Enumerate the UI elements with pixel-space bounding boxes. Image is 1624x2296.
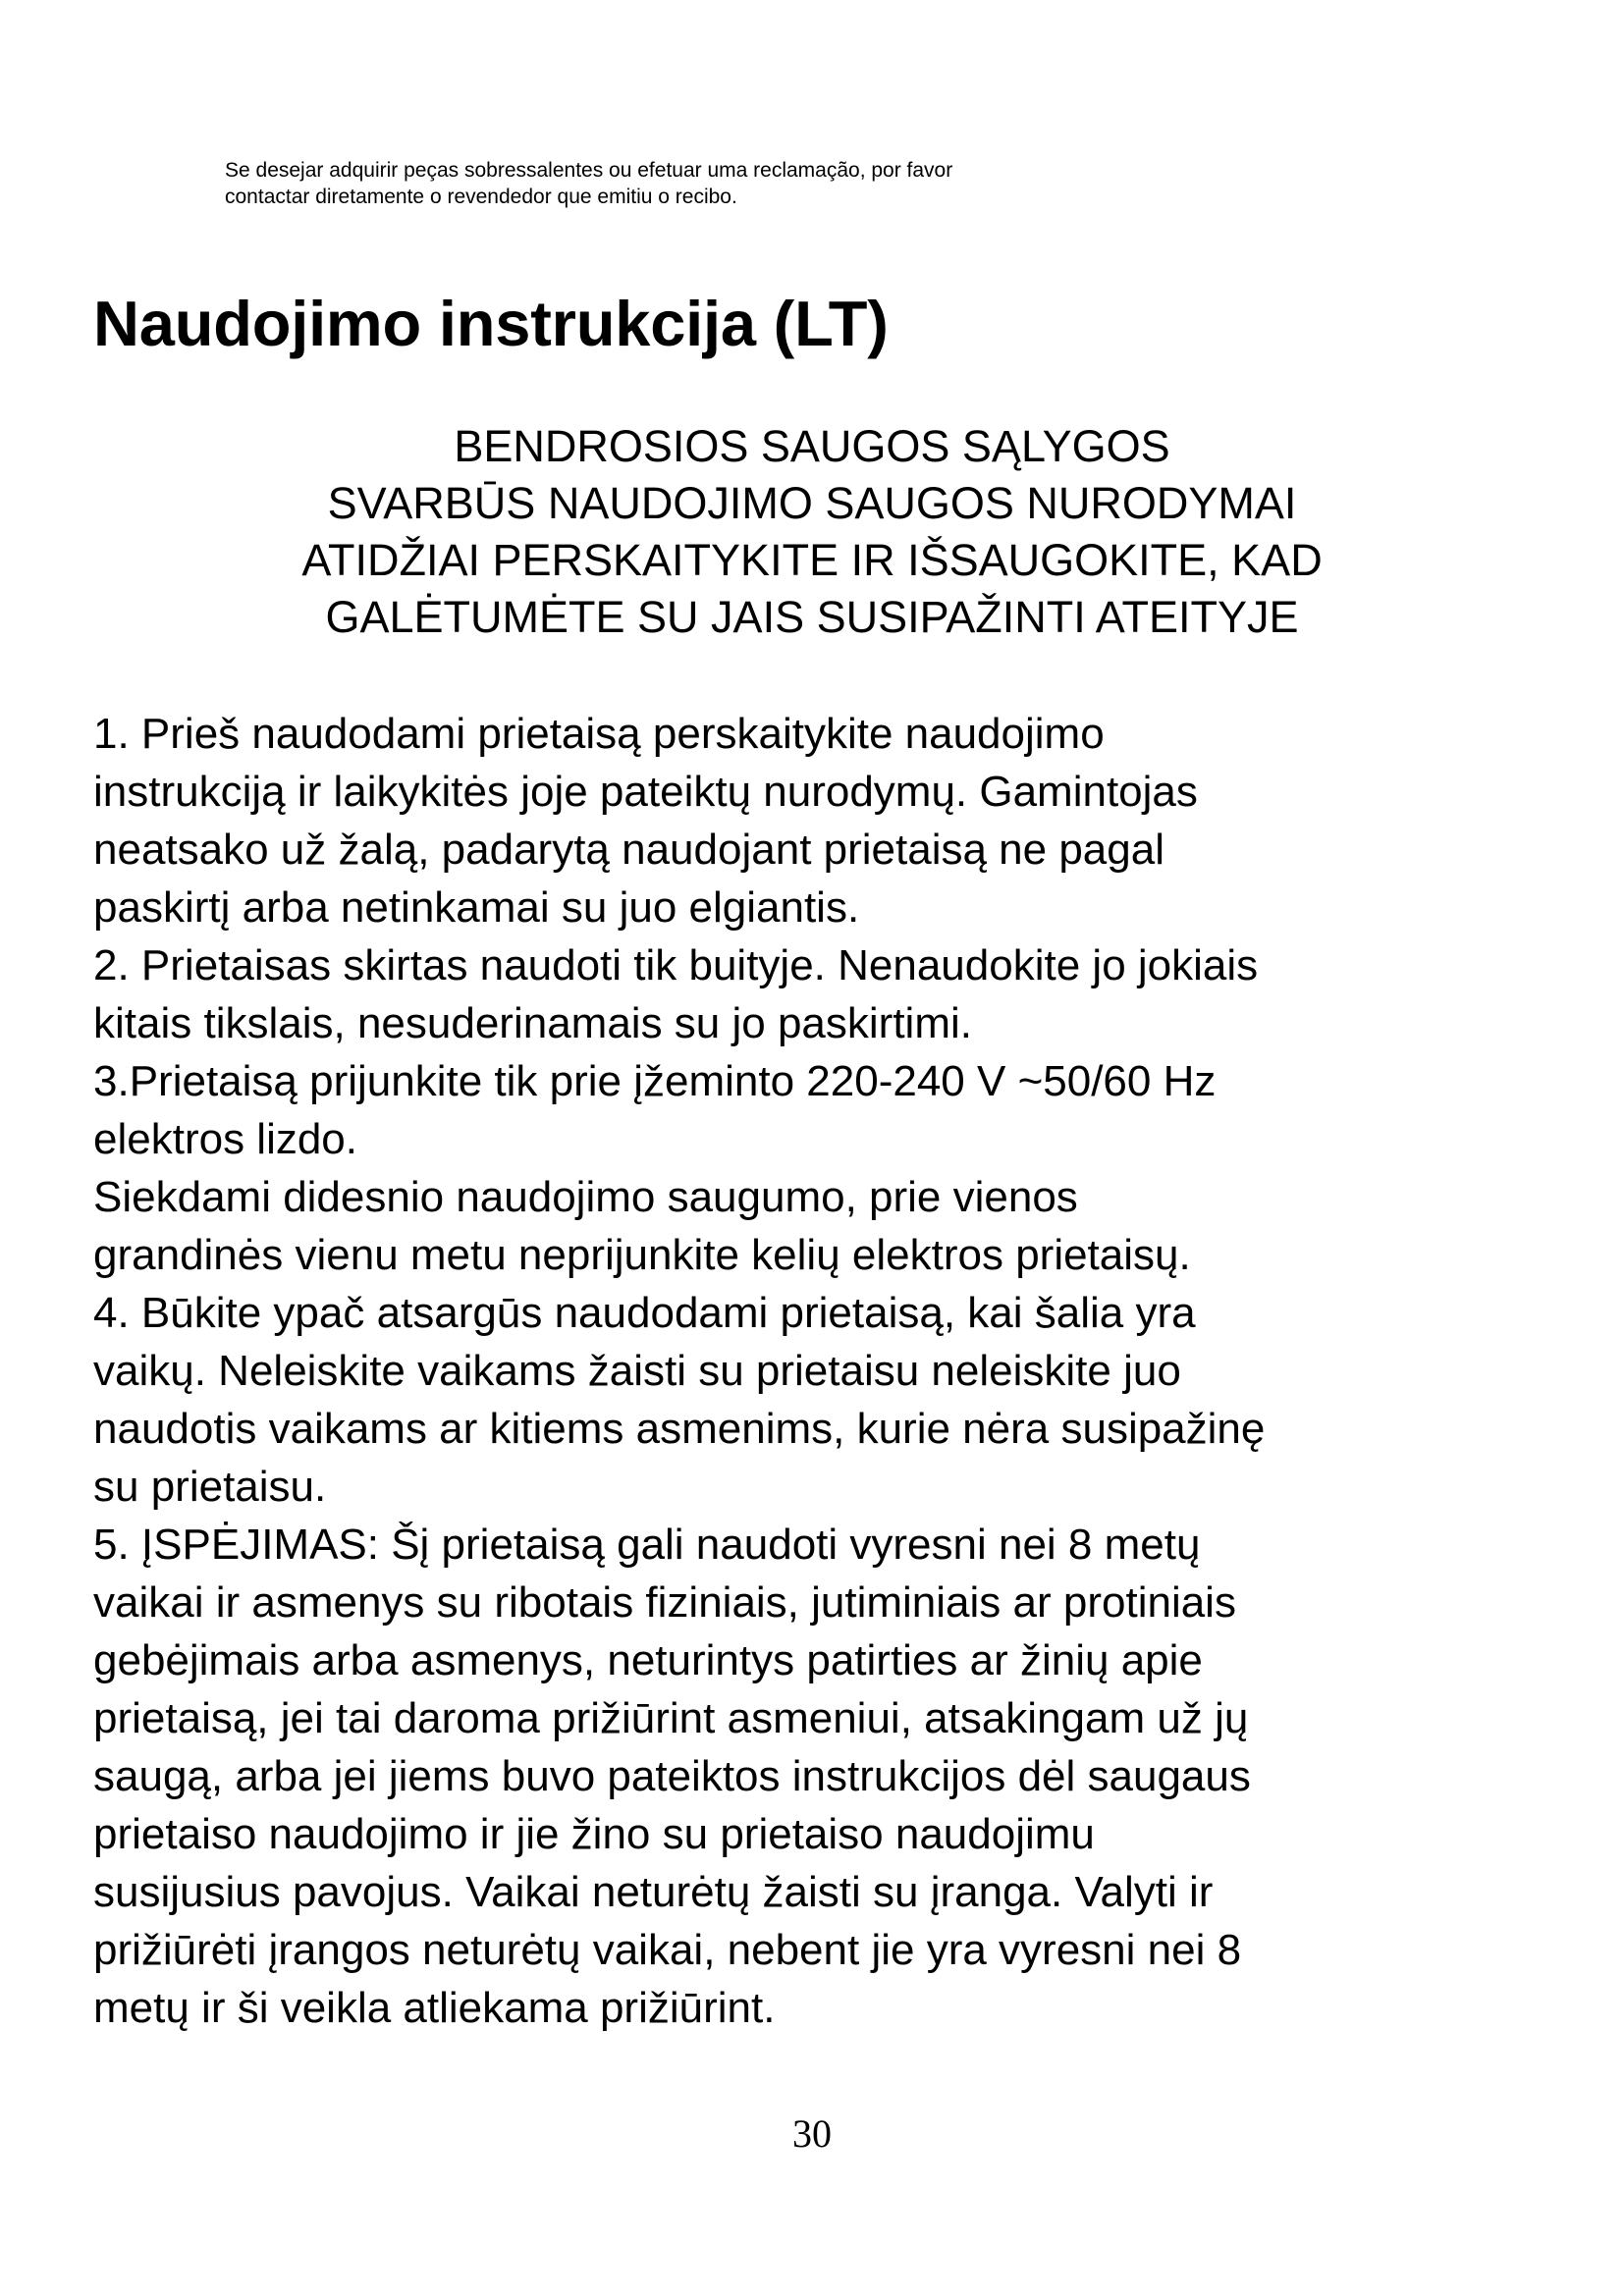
safety-heading-line: SVARBŪS NAUDOJIMO SAUGOS NURODYMAI bbox=[327, 478, 1297, 528]
body-line: naudotis vaikams ar kitiems asmenims, kurie nėra susipažinę bbox=[93, 1405, 1266, 1453]
page-number: 30 bbox=[792, 2111, 832, 2156]
body-line: prietaiso naudojimo ir jie žino su prietaiso naudojimu bbox=[93, 1810, 1095, 1858]
safety-heading-line: ATIDŽIAI PERSKAITYKITE IR IŠSAUGOKITE, KAD bbox=[301, 535, 1323, 585]
body-line: 5. ĮSPĖJIMAS: Šį prietaisą gali naudoti vyresni nei 8 metų bbox=[93, 1521, 1201, 1569]
header-note-line: Se desejar adquirir peças sobressalentes ou efetuar uma reclamação, por favor bbox=[225, 159, 953, 182]
body-line: elektros lizdo. bbox=[93, 1115, 358, 1163]
body-line: gebėjimais arba asmenys, neturintys patirties ar žinių apie bbox=[93, 1636, 1203, 1684]
safety-heading-line: BENDROSIOS SAUGOS SĄLYGOS bbox=[454, 421, 1170, 471]
body-line: prižiūrėti įrangos neturėtų vaikai, nebent jie yra vyresni nei 8 bbox=[93, 1926, 1242, 1974]
header-note-line: contactar diretamente o revendedor que emitiu o recibo. bbox=[225, 186, 737, 208]
header-note bbox=[225, 157, 1403, 210]
body-line: 3.Prietaisą prijunkite tik prie įžeminto 220-240 V ~50/60 Hz bbox=[93, 1057, 1217, 1105]
page-title: Naudojimo instrukcija (LT) bbox=[93, 288, 889, 359]
body-line: instrukciją ir laikykitės joje pateiktų nurodymų. Gamintojas bbox=[93, 768, 1198, 816]
body-line: 4. Būkite ypač atsargūs naudodami prietaisą, kai šalia yra bbox=[93, 1289, 1196, 1337]
body-line: prietaisą, jei tai daroma prižiūrint asmeniui, atsakingam už jų bbox=[93, 1694, 1249, 1742]
body-line: Siekdami didesnio naudojimo saugumo, prie vienos bbox=[93, 1173, 1078, 1221]
safety-heading-line: GALĖTUMĖTE SU JAIS SUSIPAŽINTI ATEITYJE bbox=[325, 592, 1299, 642]
body-line: neatsako už žalą, padarytą naudojant prietaisą ne pagal bbox=[93, 826, 1164, 874]
body-line: 1. Prieš naudodami prietaisą perskaitykite naudojimo bbox=[93, 710, 1105, 758]
body-line: grandinės vienu metu neprijunkite kelių elektros prietaisų. bbox=[93, 1231, 1191, 1279]
body-line: saugą, arba jei jiems buvo pateiktos instrukcijos dėl saugaus bbox=[93, 1752, 1251, 1800]
body-line: susijusius pavojus. Vaikai neturėtų žaisti su įranga. Valyti ir bbox=[93, 1868, 1214, 1916]
body-line: vaikai ir asmenys su ribotais fiziniais, jutiminiais ar protiniais bbox=[93, 1578, 1236, 1627]
body-line: su prietaisu. bbox=[93, 1463, 327, 1511]
body-line: vaikų. Neleiskite vaikams žaisti su prietaisu neleiskite juo bbox=[93, 1347, 1181, 1395]
body-line: paskirtį arba netinkamai su juo elgiantis. bbox=[93, 883, 860, 932]
body-line: kitais tikslais, nesuderinamais su jo paskirtimi. bbox=[93, 999, 972, 1047]
body-line: 2. Prietaisas skirtas naudoti tik buityje. Nenaudokite jo jokiais bbox=[93, 941, 1259, 989]
body-line: metų ir ši veikla atliekama prižiūrint. bbox=[93, 1984, 776, 2032]
instructions-body bbox=[93, 705, 1546, 2037]
safety-heading bbox=[93, 418, 1531, 646]
